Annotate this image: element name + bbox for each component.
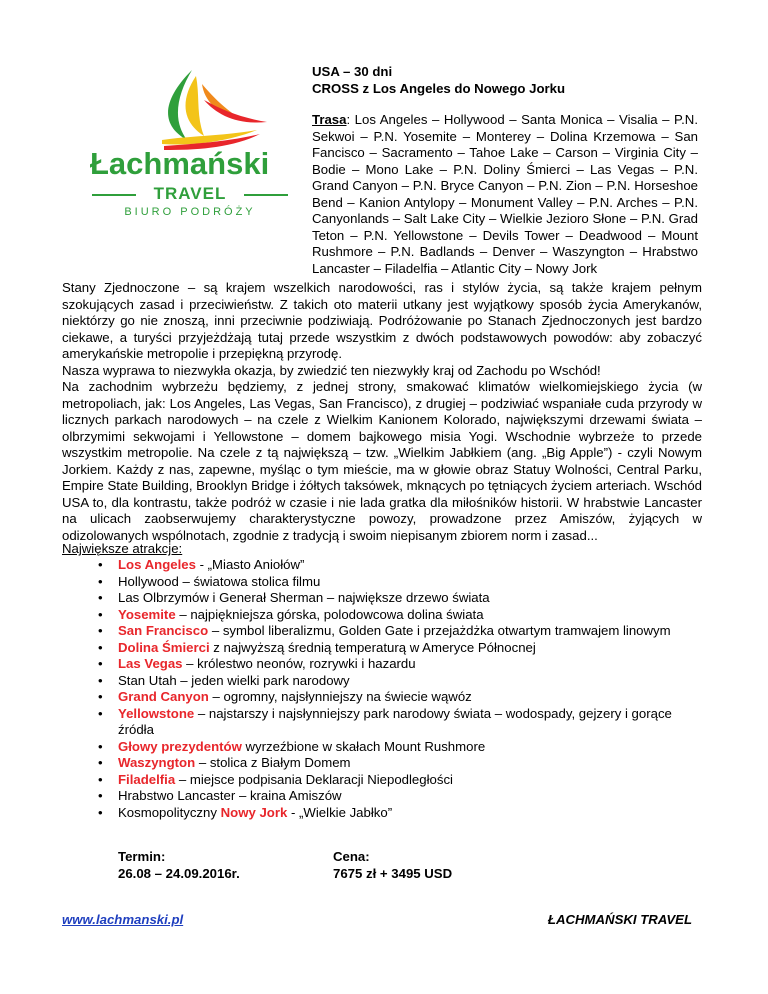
list-item [62, 640, 702, 657]
bullet-icon: • [98, 689, 103, 704]
route-label: Trasa [312, 112, 347, 127]
attractions-list [62, 557, 702, 821]
item-text: - „Wielkie Jabłko” [287, 804, 393, 820]
item-highlight: Grand Canyon [118, 689, 209, 704]
intro-paragraph-3: Na zachodnim wybrzeżu będziemy, z jednej strony, smakować klimatów wielkomiejskiego życia (w metropoliach, jak: Los Angeles, Las Vegas, San Francisco), z drugiej – podziwiać wspaniałe cuda przyrody w licznych parkach narodowych – na czele z Wielkim Kanionem Kolorado, największymi drzewami świata – olbrzymimi sekwojami i Yellowstone – domem bajkowego misia Yogi. Wschodnie wybrzeże to przede wszystkim metropolie. Na czele z tą największą – tzw. „Wielkim Jabłkiem (ang. „Big Apple”) - czyli Nowym Jorkiem. Każdy z nas, zapewne, myśląc o tym mieście, ma w głowie obraz Statuy Wolności, Central Parku, Empire State Building, Brooklyn Bridge i żółtych taksówek, mknących po tętniących życiem arteriach. Wschód USA to, dla kontrastu, także podróż w czasie i nie lada gratka dla miłośników historii. W hrabstwie Lancaster na ulicach zaobserwujemy charakterystyczne powozy, prowadzone przez Amiszów, żyjących w odizolowanych wspólnotach, zgodnie z tradycją i swoim niepisanym zbiorem norm i zasad... [62, 379, 702, 543]
item-text: Hollywood – światowa stolica filmu [118, 573, 321, 589]
list-item [62, 673, 702, 690]
bullet-icon: • [98, 705, 103, 721]
bullet-icon: • [98, 656, 103, 671]
trip-title: USA – 30 dni [312, 64, 393, 79]
intro-text [62, 280, 702, 544]
list-item [62, 772, 702, 789]
price-value: 7675 zł + 3495 USD [333, 865, 453, 881]
logo-line-right [244, 194, 288, 196]
list-item [62, 755, 702, 772]
item-text: wyrzeźbione w skałach Mount Rushmore [241, 738, 486, 754]
list-item [62, 590, 702, 607]
website-link[interactable]: www.lachmanski.pl [62, 912, 184, 927]
bullet-icon: • [98, 755, 103, 770]
item-highlight: Yellowstone [118, 705, 195, 721]
bullet-icon: • [98, 623, 103, 638]
list-item [62, 805, 702, 822]
item-text: Kosmopolityczny [118, 804, 221, 820]
list-item [62, 706, 702, 739]
list-item [62, 788, 702, 805]
item-highlight: Nowy Jork [220, 804, 288, 820]
list-item [62, 739, 702, 756]
item-text: Hrabstwo Lancaster – kraina Amiszów [118, 788, 342, 803]
item-text: – najpiękniejsza górska, polodowcowa dolina świata [175, 606, 484, 622]
list-item [62, 607, 702, 624]
term-value: 26.08 – 24.09.2016r. [118, 865, 240, 881]
item-highlight: Filadelfia [118, 771, 176, 787]
item-text: Las Olbrzymów i Generał Sherman – największe drzewo świata [118, 590, 490, 605]
item-text: – królestwo neonów, rozrywki i hazardu [182, 656, 416, 671]
bullet-icon: • [98, 771, 103, 787]
item-highlight: Yosemite [118, 606, 176, 622]
intro-paragraph-1: Stany Zjednoczone – są krajem wszelkich narodowości, ras i stylów życia, są także krajem pełnym szokujących zasad i przeciwieństw. Z takich oto materii utkany jest wyjątkowy sposób życia Amerykanów, niektórzy go nie znoszą, inni przeciwnie podziwiają. Podróżowanie po Stanach Zjednoczonych jest bardzo ciekawe, a turyści przyjeżdżają tutaj przede wszystkim z dwóch podstawowych powodów: aby zobaczyć amerykańskie metropolie i przepiękną przyrodę. [62, 280, 702, 361]
route-description [312, 112, 698, 277]
term-label: Termin: [118, 849, 166, 864]
logo-subtitle: BIURO PODRÓŻY [124, 206, 256, 218]
list-item [62, 574, 702, 591]
list-item [62, 689, 702, 706]
item-text: – najstarszy i najsłynniejszy park narodowy świata – wodospady, gejzery i gorące źródła [118, 705, 672, 737]
item-highlight: San Francisco [118, 623, 209, 638]
item-highlight: Dolina Śmierci [118, 639, 210, 655]
item-highlight: Głowy prezydentów [118, 738, 242, 754]
logo-travel-text: TRAVEL [153, 184, 227, 203]
item-highlight: Los Angeles [118, 557, 196, 572]
bullet-icon: • [98, 557, 103, 572]
item-highlight: Waszyngton [118, 755, 196, 770]
item-text: – stolica z Białym Domem [195, 755, 351, 770]
logo-name: Łachmański [90, 146, 270, 181]
attractions-title: Największe atrakcje: [62, 541, 183, 556]
item-text: – ogromny, najsłynniejszy na świecie wąwóz [208, 689, 472, 704]
bullet-icon: • [98, 738, 103, 754]
route-text: : Los Angeles – Hollywood – Santa Monica – Visalia – P.N. Sekwoi – P.N. Yosemite – Monterey – Dolina Krzemowa – San Fancisco – Sacramento – Tahoe Lake – Carson – Virginia City – Bodie – Mono Lake – P.N. Doliny Śmierci – Las Vegas – P.N. Grand Canyon – P.N. Bryce Canyon – P.N. Zion – P.N. Horseshoe Bend – Kanion Antylopy – Monument Valley – P.N. Arches – P.N. Canyonlands – Salt Lake City – Wielkie Jezioro Słone – P.N. Grad Teton – P.N. Yellowstone – Devils Tower – Deadwood – Mount Rushmore – P.N. Badlands – Denver – Waszyngton – Hrabstwo Lancaster – Filadelfia – Atlantic City – Nowy Jork [312, 112, 698, 276]
item-text: z najwyższą średnią temperaturą w Ameryce Północnej [209, 639, 536, 655]
bullet-icon: • [98, 672, 103, 688]
logo-travel [92, 184, 288, 204]
item-text: – miejsce podpisania Deklaracji Niepodległości [175, 771, 453, 787]
bullet-icon: • [98, 639, 103, 655]
price-label: Cena: [333, 849, 370, 864]
item-text: – symbol liberalizmu, Golden Gate i przejażdżka otwartym tramwajem linowym [208, 623, 671, 638]
trip-subtitle: CROSS z Los Angeles do Nowego Jorku [312, 80, 566, 96]
item-highlight: Las Vegas [118, 656, 183, 671]
sail-logo-icon [92, 70, 292, 150]
bullet-icon: • [98, 606, 103, 622]
footer-brand: ŁACHMAŃSKI TRAVEL [547, 912, 692, 927]
list-item [62, 656, 702, 673]
intro-paragraph-2: Nasza wyprawa to niezwykła okazja, by zwiedzić ten niezwykły kraj od Zachodu po Wschód! [62, 362, 601, 378]
list-item [62, 623, 702, 640]
item-text: Stan Utah – jeden wielki park narodowy [118, 672, 350, 688]
item-text: - „Miasto Aniołów” [195, 557, 305, 572]
list-item [62, 557, 702, 574]
bullet-icon: • [98, 804, 103, 820]
term-block [118, 849, 240, 882]
price-block [333, 849, 452, 882]
logo-line-left [92, 194, 136, 196]
bullet-icon: • [98, 788, 103, 803]
header-block [312, 64, 698, 277]
bullet-icon: • [98, 573, 103, 589]
bullet-icon: • [98, 590, 103, 605]
